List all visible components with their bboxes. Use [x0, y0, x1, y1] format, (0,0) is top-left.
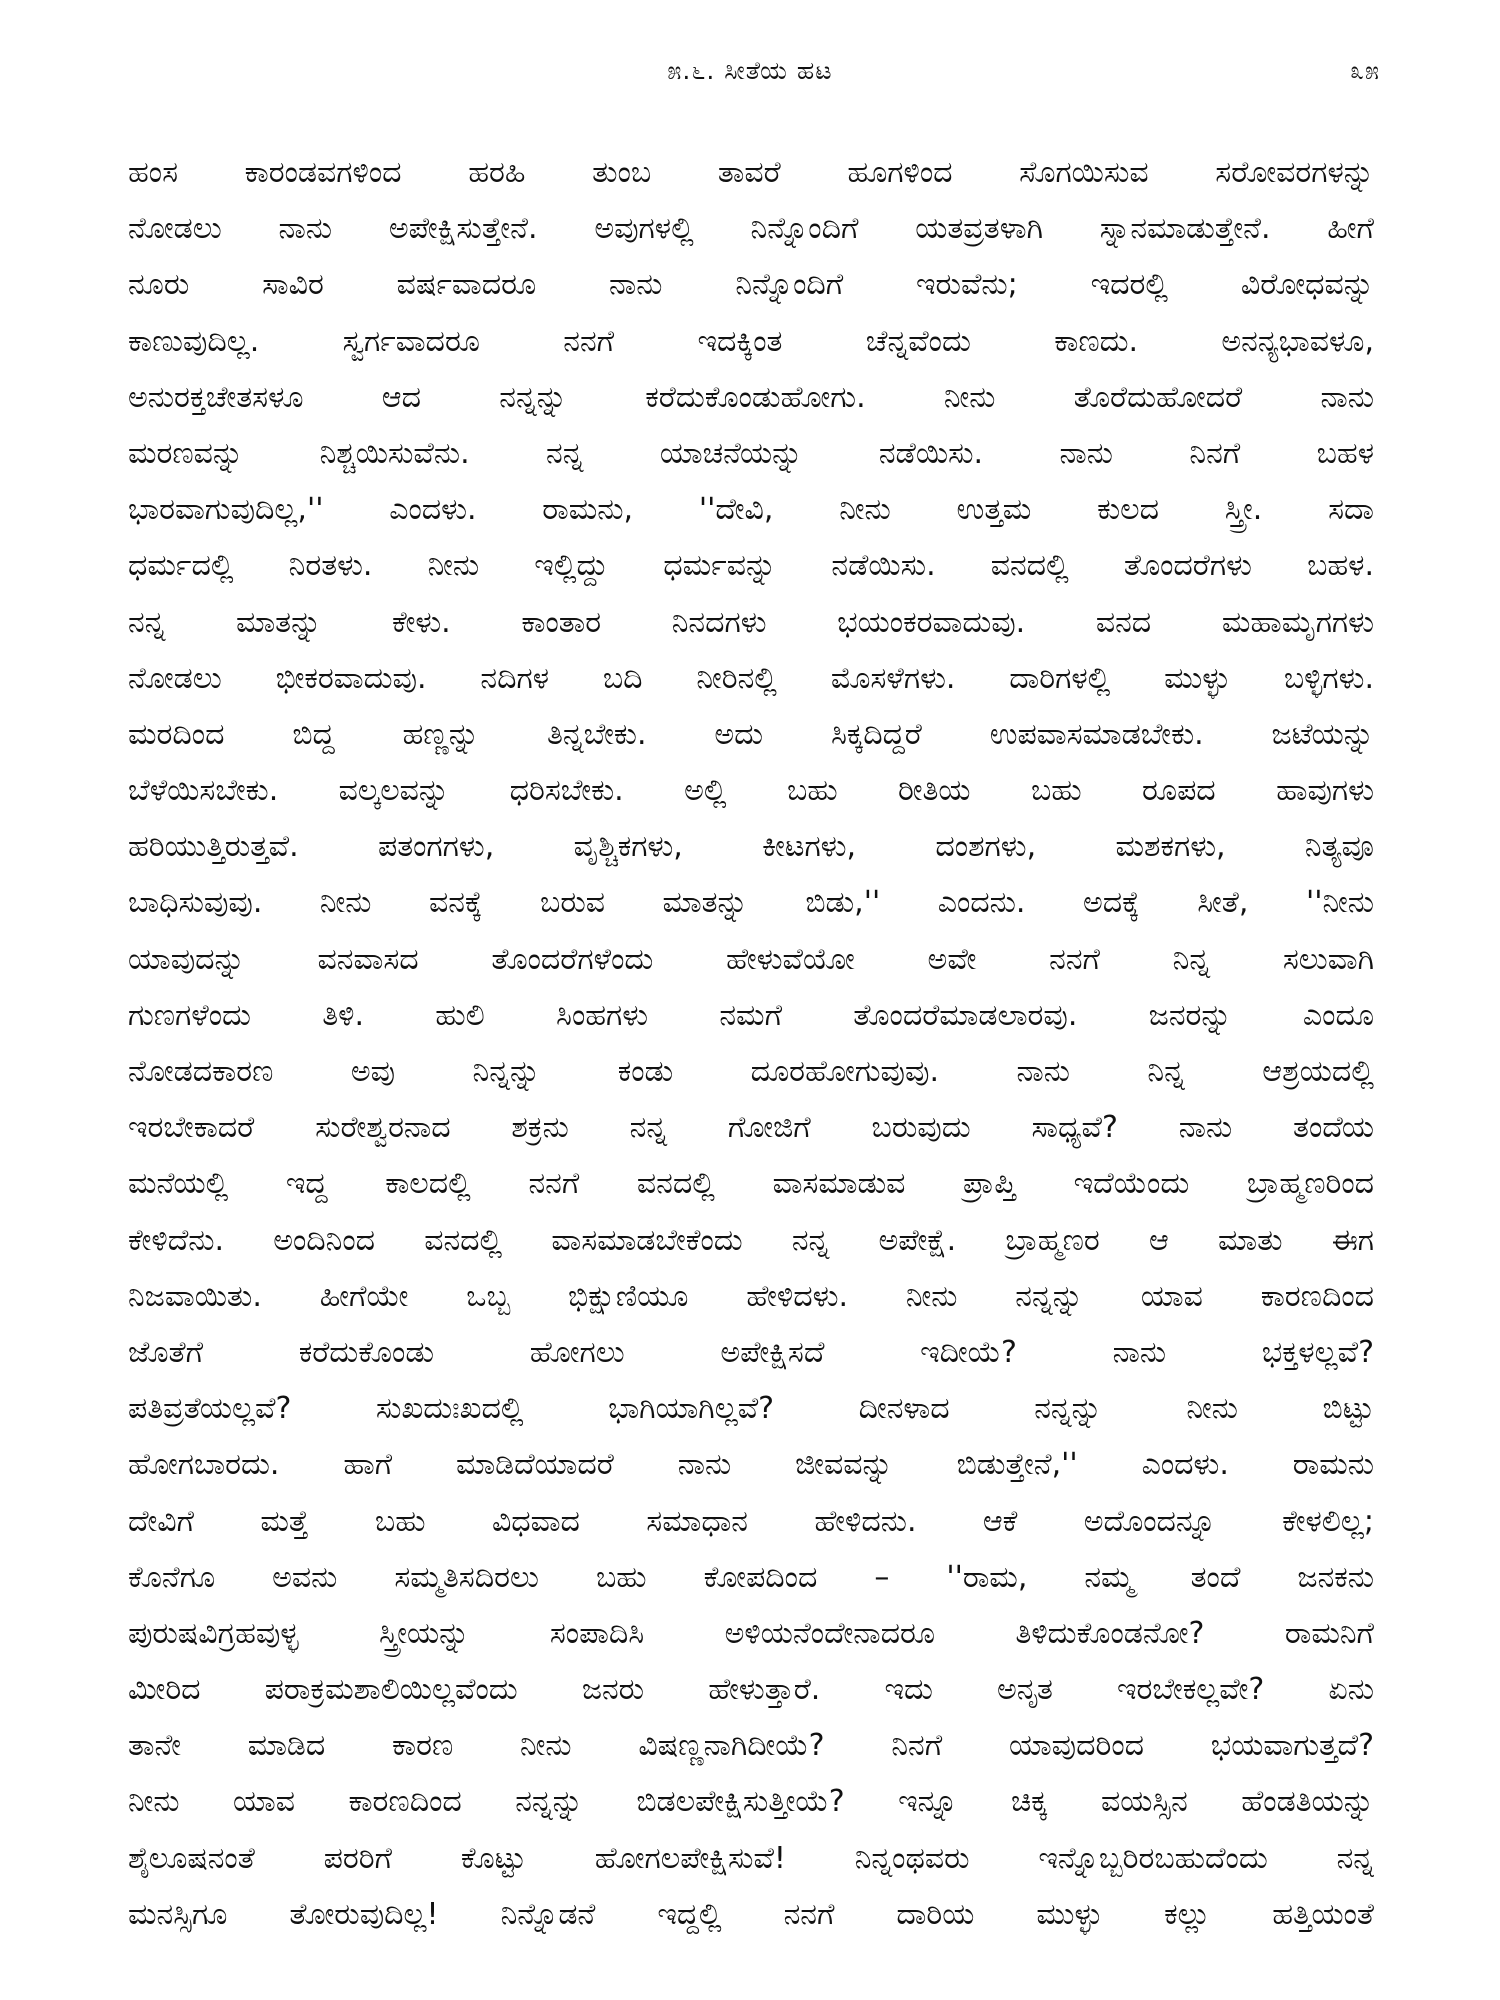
- text-line: ನೋಡದಕಾರಣ ಅವು ನಿನ್ನನ್ನು ಕಂಡು ದೂರಹೋಗುವುವು. ನಾನು ನಿನ್ನ ಆಶ್ರಯದಲ್ಲಿ: [128, 1054, 1374, 1089]
- text-line: ಕೇಳಿದೆನು. ಅಂದಿನಿಂದ ವನದಲ್ಲಿ ವಾಸಮಾಡಬೇಕೆಂದು ನನ್ನ ಅಪೇಕ್ಷೆ. ಬ್ರಾಹ್ಮಣರ ಆ ಮಾತು ಈಗ: [128, 1222, 1374, 1258]
- text-line: ನೀನು ಯಾವ ಕಾರಣದಿಂದ ನನ್ನನ್ನು ಬಿಡಲಪೇಕ್ಷಿಸುತ್ತೀಯೆ? ಇನ್ನೂ ಚಿಕ್ಕ ವಯಸ್ಸಿನ ಹೆಂಡತಿಯನ್ನು: [128, 1784, 1374, 1820]
- text-line: ನೂರು ಸಾವಿರ ವರ್ಷವಾದರೂ ನಾನು ನಿನ್ನೊಂದಿಗೆ ಇರುವೆನು; ಇದರಲ್ಲಿ ವಿರೋಧವನ್ನು: [128, 267, 1374, 303]
- text-line: ತಾನೇ ಮಾಡಿದ ಕಾರಣ ನೀನು ವಿಷಣ್ಣನಾಗಿದೀಯೆ? ನಿನಗೆ ಯಾವುದರಿಂದ ಭಯವಾಗುತ್ತದೆ?: [128, 1728, 1374, 1764]
- text-line: ಭಾರವಾಗುವುದಿಲ್ಲ,'' ಎಂದಳು. ರಾಮನು, ''ದೇವಿ, ನೀನು ಉತ್ತಮ ಕುಲದ ಸ್ತ್ರೀ. ಸದಾ: [128, 492, 1374, 528]
- chapter-title: ೫.೬. ಸೀತೆಯ ಹಟ: [667, 56, 833, 85]
- text-line: ಹರಿಯುತ್ತಿರುತ್ತವೆ. ಪತಂಗಗಳು, ವೃಶ್ಚಿಕಗಳು, ಕೀಟಗಳು, ದಂಶಗಳು, ಮಶಕಗಳು, ನಿತ್ಯವೂ: [128, 829, 1374, 865]
- text-line: ಅನುರಕ್ತಚೇತಸಳೂ ಆದ ನನ್ನನ್ನು ಕರೆದುಕೊಂಡುಹೋಗು. ನೀನು ತೊರೆದುಹೋದರೆ ನಾನು: [128, 379, 1374, 415]
- text-line: ಬೆಳೆಯಿಸಬೇಕು. ವಲ್ಕಲವನ್ನು ಧರಿಸಬೇಕು. ಅಲ್ಲಿ ಬಹು ರೀತಿಯ ಬಹು ರೂಪದ ಹಾವುಗಳು: [128, 773, 1374, 809]
- text-line: ಹಂಸ ಕಾರಂಡವಗಳಿಂದ ಹರಹಿ ತುಂಬ ತಾವರೆ ಹೂಗಳಿಂದ ಸೊಗಯಿಸುವ ಸರೋವರಗಳನ್ನು: [128, 155, 1374, 190]
- text-line: ದೇವಿಗೆ ಮತ್ತೆ ಬಹು ವಿಧವಾದ ಸಮಾಧಾನ ಹೇಳಿದನು. ಆಕೆ ಅದೊಂದನ್ನೂ ಕೇಳಲಿಲ್ಲ;: [128, 1503, 1374, 1539]
- text-line: ಜೊತೆಗೆ ಕರೆದುಕೊಂಡು ಹೋಗಲು ಅಪೇಕ್ಷಿಸದೆ ಇದೀಯೆ? ನಾನು ಭಕ್ತಳಲ್ಲವೆ?: [128, 1334, 1374, 1370]
- text-line: ಮೀರಿದ ಪರಾಕ್ರಮಶಾಲಿಯಿಲ್ಲವೆಂದು ಜನರು ಹೇಳುತ್ತಾರೆ. ಇದು ಅನೃತ ಇರಬೇಕಲ್ಲವೇ? ಏನು: [128, 1672, 1374, 1708]
- page-number: ೩೫: [1349, 56, 1380, 85]
- text-line: ಹೋಗಬಾರದು. ಹಾಗೆ ಮಾಡಿದೆಯಾದರೆ ನಾನು ಜೀವವನ್ನು ಬಿಡುತ್ತೇನೆ,'' ಎಂದಳು. ರಾಮನು: [128, 1447, 1374, 1483]
- text-line: ಪತಿವ್ರತೆಯಲ್ಲವೆ? ಸುಖದುಃಖದಲ್ಲಿ ಭಾಗಿಯಾಗಿಲ್ಲವೆ? ದೀನಳಾದ ನನ್ನನ್ನು ನೀನು ಬಿಟ್ಟು: [128, 1391, 1374, 1427]
- text-line: ಗುಣಗಳೆಂದು ತಿಳಿ. ಹುಲಿ ಸಿಂಹಗಳು ನಮಗೆ ತೊಂದರೆಮಾಡಲಾರವು. ಜನರನ್ನು ಎಂದೂ: [128, 997, 1374, 1033]
- text-line: ಧರ್ಮದಲ್ಲಿ ನಿರತಳು. ನೀನು ಇಲ್ಲಿದ್ದು ಧರ್ಮವನ್ನು ನಡೆಯಿಸು. ವನದಲ್ಲಿ ತೊಂದರೆಗಳು ಬಹಳ.: [128, 548, 1374, 584]
- text-line: ನೋಡಲು ಭೀಕರವಾದುವು. ನದಿಗಳ ಬದಿ ನೀರಿನಲ್ಲಿ ಮೊಸಳೆಗಳು. ದಾರಿಗಳಲ್ಲಿ ಮುಳ್ಳು ಬಳ್ಳಿಗಳು.: [128, 660, 1374, 696]
- text-line: ಮನಸ್ಸಿಗೂ ತೋರುವುದಿಲ್ಲ! ನಿನ್ನೊಡನೆ ಇದ್ದಲ್ಲಿ ನನಗೆ ದಾರಿಯ ಮುಳ್ಳು ಕಲ್ಲು ಹತ್ತಿಯಂತೆ: [128, 1896, 1374, 1932]
- text-line: ನನ್ನ ಮಾತನ್ನು ಕೇಳು. ಕಾಂತಾರ ನಿನದಗಳು ಭಯಂಕರವಾದುವು. ವನದ ಮಹಾಮೃಗಗಳು: [128, 604, 1374, 640]
- text-line: ಪುರುಷವಿಗ್ರಹವುಳ್ಳ ಸ್ತ್ರೀಯನ್ನು ಸಂಪಾದಿಸಿ ಅಳಿಯನೆಂದೇನಾದರೂ ತಿಳಿದುಕೊಂಡನೋ? ರಾಮನಿಗೆ: [128, 1615, 1374, 1651]
- text-line: ಇರಬೇಕಾದರೆ ಸುರೇಶ್ವರನಾದ ಶಕ್ರನು ನನ್ನ ಗೋಜಿಗೆ ಬರುವುದು ಸಾಧ್ಯವೆ? ನಾನು ತಂದೆಯ: [128, 1110, 1374, 1146]
- text-line: ನೋಡಲು ನಾನು ಅಪೇಕ್ಷಿಸುತ್ತೇನೆ. ಅವುಗಳಲ್ಲಿ ನಿನ್ನೊಂದಿಗೆ ಯತವ್ರತಳಾಗಿ ಸ್ನಾನಮಾಡುತ್ತೇನೆ. ಹೀಗೆ: [128, 211, 1374, 247]
- text-line: ಬಾಧಿಸುವುವು. ನೀನು ವನಕ್ಕೆ ಬರುವ ಮಾತನ್ನು ಬಿಡು,'' ಎಂದನು. ಅದಕ್ಕೆ ಸೀತೆ, ''ನೀನು: [128, 885, 1374, 921]
- text-line: ಕಾಣುವುದಿಲ್ಲ. ಸ್ವರ್ಗವಾದರೂ ನನಗೆ ಇದಕ್ಕಿಂತ ಚೆನ್ನವೆಂದು ಕಾಣದು. ಅನನ್ಯಭಾವಳೂ,: [128, 323, 1374, 359]
- text-line: ಮರಣವನ್ನು ನಿಶ್ಚಯಿಸುವೆನು. ನನ್ನ ಯಾಚನೆಯನ್ನು ನಡೆಯಿಸು. ನಾನು ನಿನಗೆ ಬಹಳ: [128, 435, 1374, 471]
- body-text: [128, 145, 1374, 1965]
- text-line: ಯಾವುದನ್ನು ವನವಾಸದ ತೊಂದರೆಗಳೆಂದು ಹೇಳುವೆಯೋ ಅವೇ ನನಗೆ ನಿನ್ನ ಸಲುವಾಗಿ: [128, 941, 1374, 977]
- text-line: ಕೊನೆಗೂ ಅವನು ಸಮ್ಮತಿಸದಿರಲು ಬಹು ಕೋಪದಿಂದ – ''ರಾಮ, ನಮ್ಮ ತಂದೆ ಜನಕನು: [128, 1559, 1374, 1595]
- text-line: ಶೈಲೂಷನಂತೆ ಪರರಿಗೆ ಕೊಟ್ಟು ಹೋಗಲಪೇಕ್ಷಿಸುವೆ! ನಿನ್ನಂಥವರು ಇನ್ನೊಬ್ಬರಿರಬಹುದೆಂದು ನನ್ನ: [128, 1840, 1374, 1876]
- text-line: ಮನೆಯಲ್ಲಿ ಇದ್ದ ಕಾಲದಲ್ಲಿ ನನಗೆ ವನದಲ್ಲಿ ವಾಸಮಾಡುವ ಪ್ರಾಪ್ತಿ ಇದೆಯೆಂದು ಬ್ರಾಹ್ಮಣರಿಂದ: [128, 1166, 1374, 1202]
- text-line: ನಿಜವಾಯಿತು. ಹೀಗೆಯೇ ಒಬ್ಬ ಭಿಕ್ಷುಣಿಯೂ ಹೇಳಿದಳು. ನೀನು ನನ್ನನ್ನು ಯಾವ ಕಾರಣದಿಂದ: [128, 1278, 1374, 1314]
- text-line: ಮರದಿಂದ ಬಿದ್ದ ಹಣ್ಣನ್ನು ತಿನ್ನಬೇಕು. ಅದು ಸಿಕ್ಕದಿದ್ದರೆ ಉಪವಾಸಮಾಡಬೇಕು. ಜಟೆಯನ್ನು: [128, 716, 1374, 752]
- running-head: [0, 56, 1500, 96]
